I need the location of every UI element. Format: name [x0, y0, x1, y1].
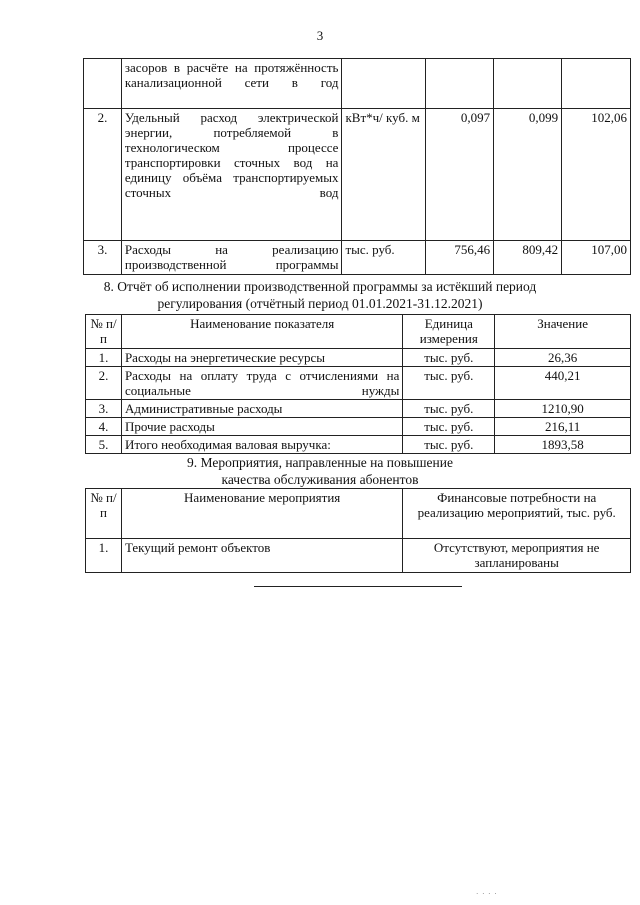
indicator-name: Расходы на реализацию производственной программы [121, 241, 342, 275]
unit-cell: тыс. руб. [342, 241, 426, 275]
value-cell: 1893,58 [495, 436, 631, 454]
section-8-title-line1: 8. Отчёт об исполнении производственной программы за истёкший период [103, 279, 537, 294]
row-number: 3. [84, 241, 122, 275]
column-header-unit: Единица измерения [403, 315, 495, 349]
table-row [86, 400, 631, 418]
unit-cell: тыс. руб. [403, 349, 495, 367]
column-header-number: № п/п [86, 489, 122, 539]
scan-mark: · · · · [476, 890, 498, 898]
column-header-finance: Финансовые потребности на реализацию мероприятий, тыс. руб. [403, 489, 631, 539]
section-9-title-line1: 9. Мероприятия, направленные на повышение [187, 455, 453, 470]
table-row [86, 367, 631, 400]
unit-cell [342, 59, 426, 109]
indicator-name: Прочие расходы [121, 418, 402, 436]
table-row [84, 109, 631, 241]
row-number: 1. [86, 539, 122, 573]
row-number: 2. [84, 109, 122, 241]
value-cell: 756,46 [426, 241, 494, 275]
value-cell: 0,099 [494, 109, 562, 241]
indicator-name: Расходы на оплату труда с отчислениями на социальные нужды [121, 367, 402, 400]
row-number [84, 59, 122, 109]
column-header-number: № п/п [86, 315, 122, 349]
finance-cell: Отсутствуют, мероприятия не запланированы [403, 539, 631, 573]
unit-cell: тыс. руб. [403, 418, 495, 436]
table-row [86, 349, 631, 367]
indicator-name: засоров в расчёте на протяжённость канализационной сети в год [121, 59, 342, 109]
page-number: 3 [316, 28, 324, 43]
measure-name: Текущий ремонт объектов [121, 539, 402, 573]
section-9-title-line2: качества обслуживания абонентов [221, 472, 419, 487]
row-number: 5. [86, 436, 122, 454]
unit-cell: тыс. руб. [403, 436, 495, 454]
table-header-row [86, 315, 631, 349]
unit-cell: тыс. руб. [403, 400, 495, 418]
section-8-title-line2: регулирования (отчётный период 01.01.2021-31.12.2021) [157, 296, 483, 311]
value-cell: 440,21 [495, 367, 631, 400]
table-row [86, 418, 631, 436]
program-report-table [85, 314, 631, 454]
indicators-table [83, 58, 631, 275]
table-row [84, 241, 631, 275]
value-cell: 107,00 [562, 241, 631, 275]
unit-cell: кВт*ч/ куб. м [342, 109, 426, 241]
section-8-title [0, 278, 640, 312]
value-cell [562, 59, 631, 109]
value-cell [426, 59, 494, 109]
table-header-row [86, 489, 631, 539]
indicator-name: Удельный расход электрической энергии, потребляемой в технологическом процессе транспортировки сточных вод на единицу объёма транспортируемых сточных вод [121, 109, 342, 241]
measures-table [85, 488, 631, 573]
unit-cell: тыс. руб. [403, 367, 495, 400]
indicator-name: Итого необходимая валовая выручка: [121, 436, 402, 454]
value-cell [494, 59, 562, 109]
column-header-value: Значение [495, 315, 631, 349]
row-number: 3. [86, 400, 122, 418]
value-cell: 0,097 [426, 109, 494, 241]
row-number: 2. [86, 367, 122, 400]
separator-line [254, 586, 462, 587]
value-cell: 1210,90 [495, 400, 631, 418]
value-cell: 26,36 [495, 349, 631, 367]
row-number: 4. [86, 418, 122, 436]
value-cell: 102,06 [562, 109, 631, 241]
column-header-name: Наименование показателя [121, 315, 402, 349]
column-header-name: Наименование мероприятия [121, 489, 402, 539]
table-row [84, 59, 631, 109]
table-row [86, 436, 631, 454]
table-row [86, 539, 631, 573]
indicator-name: Административные расходы [121, 400, 402, 418]
indicator-name: Расходы на энергетические ресурсы [121, 349, 402, 367]
value-cell: 216,11 [495, 418, 631, 436]
row-number: 1. [86, 349, 122, 367]
section-9-title [0, 454, 640, 488]
value-cell: 809,42 [494, 241, 562, 275]
